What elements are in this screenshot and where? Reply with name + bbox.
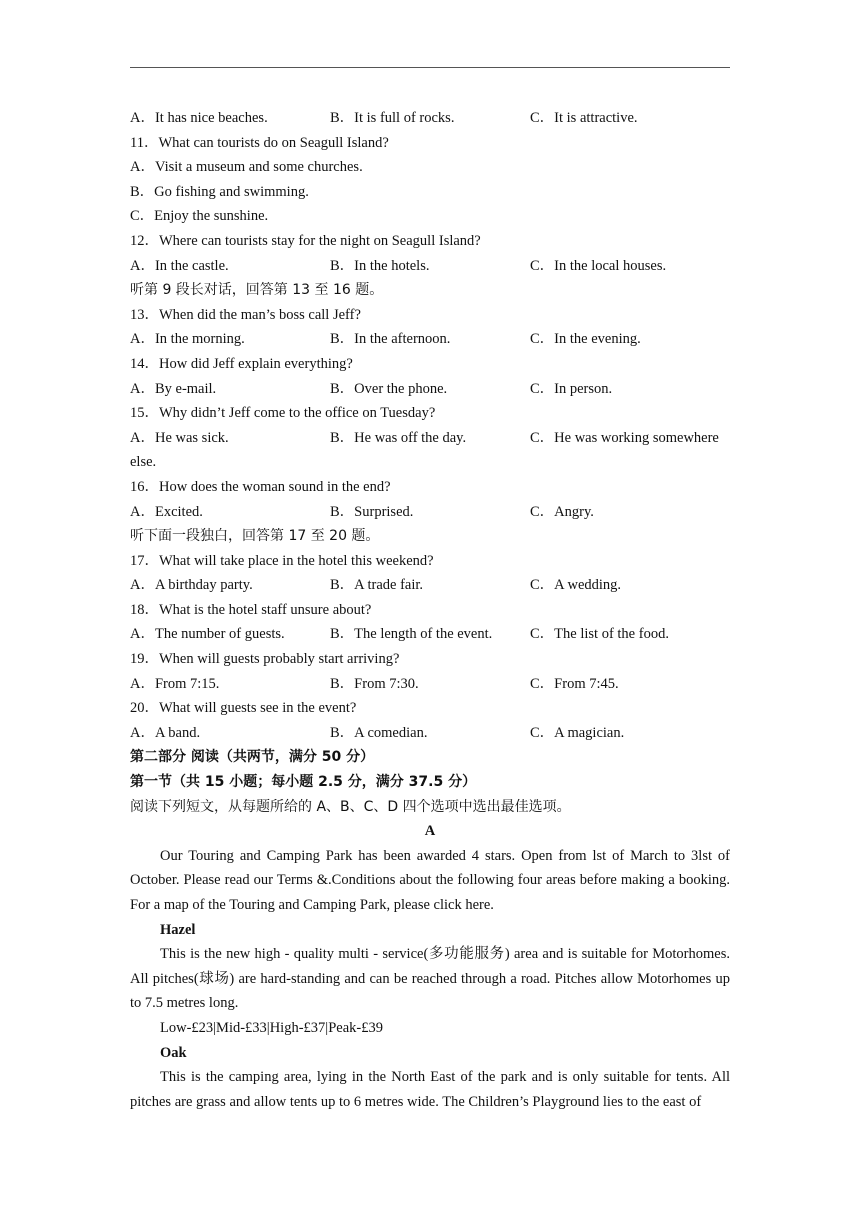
q12-options xyxy=(130,254,730,279)
q16-question: 16．How does the woman sound in the end? xyxy=(130,478,391,495)
q11-option-c: C．Enjoy the sunshine. xyxy=(130,208,269,225)
section1-title: 第一节（共 15 小题；每小题 2.5 分，满分 37.5 分） xyxy=(130,774,477,791)
oak-text: This is the camping area, lying in the North East of the park and is only suitable for tents. All pitches are grass and allow tents up to 6 metres wide. The Children’s Playground lies to the east of xyxy=(130,1069,730,1110)
q20-option-c: C．A magician. xyxy=(530,724,625,741)
q17-options xyxy=(130,573,730,598)
hazel-text: This is the new high - quality multi - service(多功能服务) area and is suitable for Motorhomes. All pitches(球场) are hard-standing and can be reached through a road. Pitches allow Motorhomes up to 7.5 metres long. xyxy=(130,946,730,1012)
q19-option-b: B．From 7:30. xyxy=(330,675,419,692)
q20-question: 20．What will guests see in the event? xyxy=(130,700,357,717)
q14-options xyxy=(130,377,730,402)
hazel-prices: Low-£23|Mid-£33|High-£37|Peak-£39 xyxy=(160,1019,383,1036)
reading-instructions: 阅读下列短文，从每题所给的 A、B、C、D 四个选项中选出最佳选项。 xyxy=(130,798,571,815)
q18-option-a: A．The number of guests. xyxy=(130,626,285,643)
q15-option-a: A．He was sick. xyxy=(130,429,229,446)
q15-option-b: B．He was off the day. xyxy=(330,429,467,446)
q10-option-c: C．It is attractive. xyxy=(530,110,638,126)
q11-option-b: B．Go fishing and swimming. xyxy=(130,183,309,200)
listening-instruction-monologue: 听下面一段独白，回答第 17 至 20 题。 xyxy=(130,528,380,545)
q10-option-a: A．It has nice beaches. xyxy=(130,110,268,126)
q19-option-a: A．From 7:15. xyxy=(130,675,220,692)
q11-question: 11．What can tourists do on Seagull Island? xyxy=(130,134,389,151)
q13-option-a: A．In the morning. xyxy=(130,331,245,348)
q15-question: 15．Why didn’t Jeff come to the office on Tuesday? xyxy=(130,405,436,422)
oak-heading: Oak xyxy=(160,1044,187,1061)
q19-options xyxy=(130,672,730,697)
q13-option-c: C．In the evening. xyxy=(530,331,641,348)
listening-instruction-9: 听第 9 段长对话，回答第 13 至 16 题。 xyxy=(130,282,384,299)
q13-question: 13．When did the man’s boss call Jeff? xyxy=(130,306,361,323)
part2-title: 第二部分 阅读（共两节，满分 50 分） xyxy=(130,749,375,766)
q18-question: 18．What is the hotel staff unsure about? xyxy=(130,601,372,618)
q16-option-a: A．Excited. xyxy=(130,503,203,520)
q13-option-b: B．In the afternoon. xyxy=(330,331,451,348)
q17-option-b: B．A trade fair. xyxy=(330,577,424,594)
q12-question: 12．Where can tourists stay for the night on Seagull Island? xyxy=(130,232,481,249)
q15-option-c: C．He was working somewhere xyxy=(530,429,719,446)
q11-option-a: A．Visit a museum and some churches. xyxy=(130,159,363,176)
q16-option-c: C．Angry. xyxy=(530,503,594,520)
q14-option-a: A．By e-mail. xyxy=(130,380,217,397)
q12-option-b: B．In the hotels. xyxy=(330,257,430,274)
hazel-heading: Hazel xyxy=(160,921,196,938)
passage-a-intro: Our Touring and Camping Park has been awarded 4 stars. Open from lst of March to 3lst of October. Please read our Terms &.Conditions about the following four areas before making a booking. For a map of the Touring and Camping Park, please click here. xyxy=(130,847,730,913)
header-rule xyxy=(130,67,730,68)
q17-option-c: C．A wedding. xyxy=(530,577,622,594)
page-content xyxy=(130,106,730,1114)
q14-option-b: B．Over the phone. xyxy=(330,380,448,397)
q14-option-c: C．In person. xyxy=(530,380,613,397)
q18-option-b: B．The length of the event. xyxy=(330,626,493,643)
q20-option-b: B．A comedian. xyxy=(330,724,428,741)
q14-question: 14．How did Jeff explain everything? xyxy=(130,355,353,372)
q19-question: 19．When will guests probably start arriving? xyxy=(130,651,400,668)
q15-option-c-continuation: else. xyxy=(130,454,157,471)
q16-option-b: B．Surprised. xyxy=(330,503,414,520)
q20-option-a: A．A band. xyxy=(130,724,201,741)
q18-option-c: C．The list of the food. xyxy=(530,626,669,643)
passage-a-letter: A xyxy=(424,823,436,840)
q17-option-a: A．A birthday party. xyxy=(130,577,253,594)
q20-options xyxy=(130,721,730,746)
q19-option-c: C．From 7:45. xyxy=(530,675,619,692)
q10-option-b: B．It is full of rocks. xyxy=(330,110,455,126)
q10-options xyxy=(130,106,730,131)
q16-options xyxy=(130,500,730,525)
q13-options xyxy=(130,327,730,352)
q17-question: 17．What will take place in the hotel this weekend? xyxy=(130,552,434,569)
q12-option-a: A．In the castle. xyxy=(130,257,229,274)
q12-option-c: C．In the local houses. xyxy=(530,257,667,274)
q15-options xyxy=(130,426,730,451)
q18-options xyxy=(130,622,730,647)
